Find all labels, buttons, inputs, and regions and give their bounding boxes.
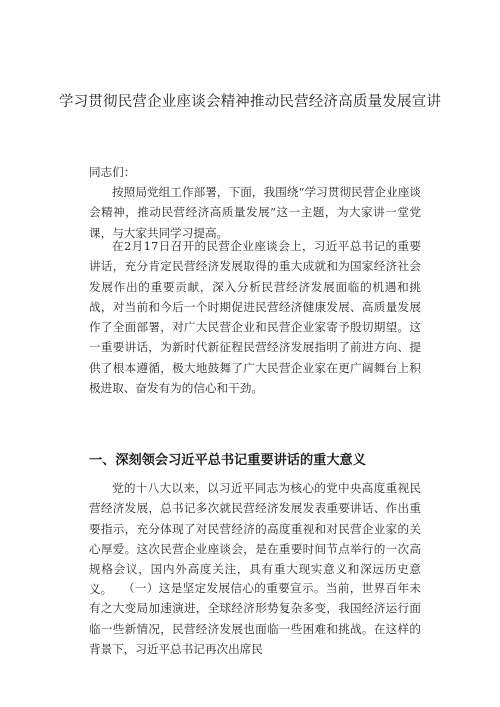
greeting	[89, 162, 421, 182]
intro-paragraph-1	[89, 182, 421, 243]
paragraph-text: 按照局党组工作部署，下面，我围绕“学习贯彻民营企业座谈会精神，推动民营经济高质量发展”这一主题，为大家讲一堂党课，与大家共同学习提高。	[89, 185, 421, 240]
paragraph-text: 党的十八大以来，以习近平同志为核心的党中央高度重视民营经济发展，总书记多次就民营经济发展发表重要讲话、作出重要指示，充分体现了对民营经济的高度重视和对民营企业家的关心厚爱。这次民营企业座谈会，是在重要时间节点举行的一次高规格会议，国内外高度关注，具有重大现实意义和深远历史意义。	[89, 481, 421, 597]
greeting-text: 同志们：	[89, 165, 136, 179]
paragraph-text: 在2月17日召开的民营企业座谈会上，习近平总书记的重要讲话，充分肯定民营经济发展取得的重大成就和为国家经济社会发展作出的重要贡献，深入分析民营经济发展面临的机遇和挑战，对当前和今后一个时期促进民营经济健康发展、高质量发展作了全面部署，对广大民营企业和民营企业家寄予殷切期望。这一重要讲话，为新时代新征程民营经济发展指明了前进方向、提供了根本遵循，极大地鼓舞了广大民营企业家在更广阔舞台上积极进取、奋发有为的信心和干劲。	[89, 239, 421, 396]
document-title: 学习贯彻民营企业座谈会精神推动民营经济高质量发展宣讲	[58, 94, 442, 110]
section-paragraph-2	[89, 578, 421, 659]
section-heading: 一、深刻领会习近平总书记重要讲话的重大意义	[89, 453, 366, 468]
intro-paragraph-2	[89, 236, 421, 398]
paragraph-text: （一）这是坚定发展信心的重要宣示。当前，世界百年未有之大变局加速演进，全球经济形势复杂多变，我国经济运行面临一些新情况，民营经济发展也面临一些困难和挑战。在这样的背景下，习近平总书记再次出席民	[89, 581, 421, 656]
